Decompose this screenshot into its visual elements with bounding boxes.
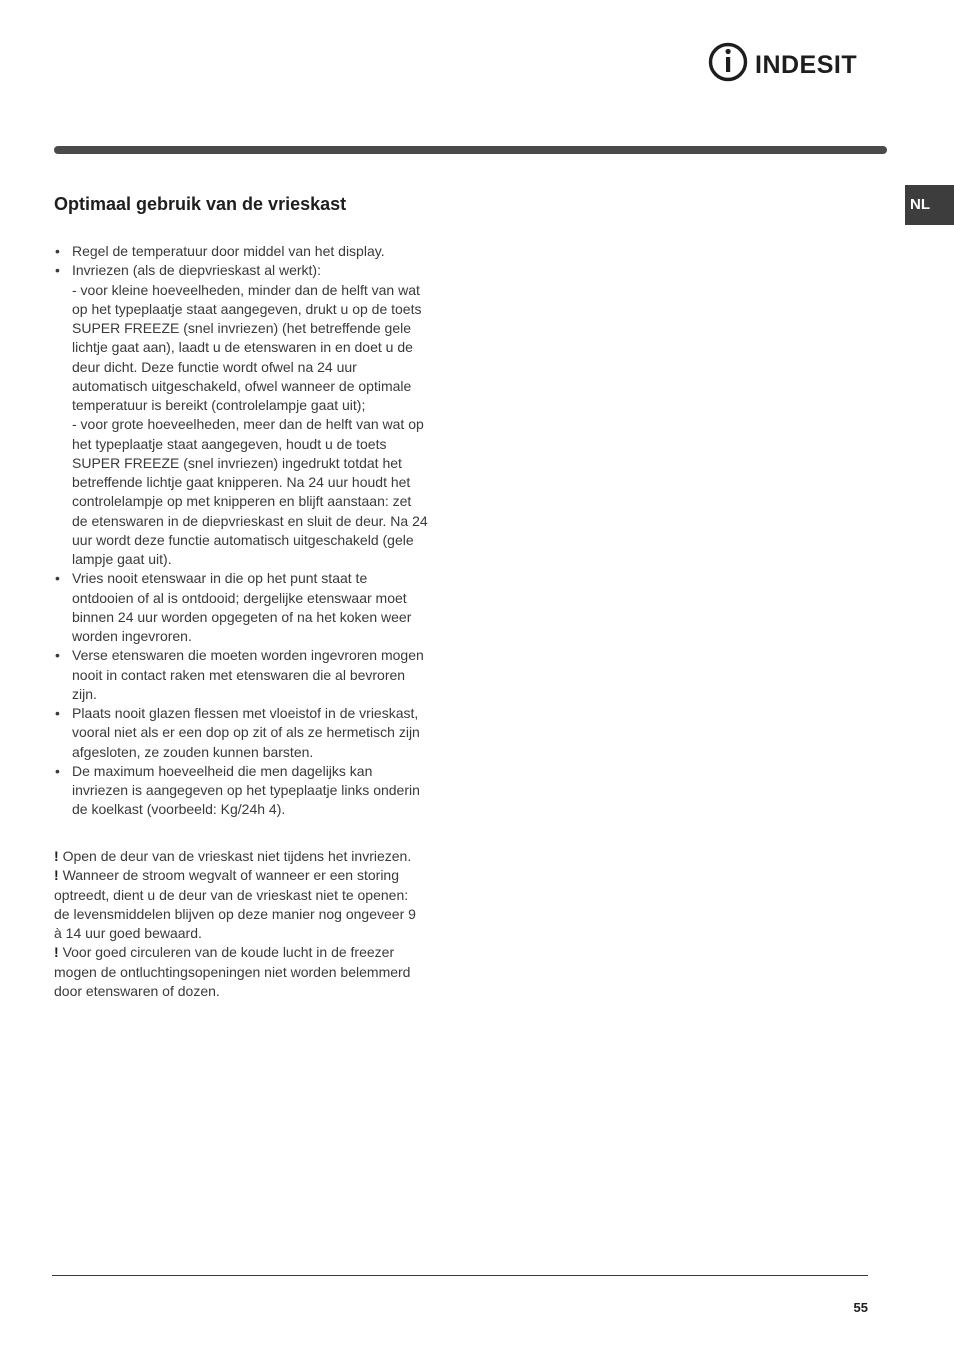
list-item-text-line: de koelkast (voorbeeld: Kg/24h 4). <box>72 801 286 818</box>
list-item-text-line: binnen 24 uur worden opgegeten of na het koken weer <box>72 608 412 625</box>
warning-note-line <box>54 963 454 982</box>
warning-note-text: de levensmiddelen blijven op deze manier nog ongeveer 9 <box>54 905 416 922</box>
logo-i-dot <box>726 49 731 54</box>
warning-note <box>54 866 454 943</box>
list-item <box>54 704 454 762</box>
bullet-marker: • <box>55 762 60 779</box>
list-item-text-line: - voor grote hoeveelheden, meer dan de helft van wat op <box>72 416 424 433</box>
list-item-text-line: De maximum hoeveelheid die men dagelijks kan <box>72 762 373 779</box>
list-item-text-line: - voor kleine hoeveelheden, minder dan de helft van wat <box>72 281 420 298</box>
list-item-text-line: nooit in contact raken met etenswaren die al bevroren <box>72 666 406 683</box>
warning-note-text: Wanneer de stroom wegvalt of wanneer er een storing <box>62 867 399 884</box>
warning-notes <box>54 847 454 1001</box>
instruction-list <box>54 242 454 820</box>
warning-note-line <box>54 847 454 866</box>
exclamation-icon: ! <box>54 867 59 884</box>
header-divider-bar <box>54 146 887 154</box>
bullet-marker: • <box>55 243 60 259</box>
list-item-text-line: invriezen is aangegeven op het typeplaatje links onderin <box>72 782 420 798</box>
list-item-text-line: uur wordt deze functie automatisch uitgeschakeld (gele <box>72 531 414 548</box>
warning-note-line <box>54 982 454 1001</box>
warning-note <box>54 943 454 1001</box>
bullet-marker: • <box>55 647 60 664</box>
section-title: Optimaal gebruik van de vrieskast <box>54 194 347 214</box>
warning-note-text: Voor goed circuleren van de koude lucht in de freezer <box>62 944 395 961</box>
list-item-text-line: de etenswaren in de diepvrieskast en sluit de deur. Na 24 <box>72 512 428 529</box>
list-item-text-line: ontdooien of al is ontdooid; dergelijke etenswaar moet <box>72 589 407 606</box>
list-item <box>54 762 454 820</box>
list-item-text-line: SUPER FREEZE (snel invriezen) ingedrukt totdat het <box>72 454 402 471</box>
warning-note-line <box>54 905 454 924</box>
warning-note-text: mogen de ontluchtingsopeningen niet worden belemmerd <box>54 963 411 980</box>
page-number: 55 <box>853 1300 868 1315</box>
list-item-text-line: SUPER FREEZE (snel invriezen) (het betreffende gele <box>72 320 412 336</box>
warning-note-line <box>54 886 454 905</box>
list-item-text-line: betreffende lichtje gaat knipperen. Na 24 uur houdt het <box>72 474 411 490</box>
list-item <box>54 242 454 261</box>
list-item-text-line: Regel de temperatuur door middel van het display. <box>72 243 385 259</box>
warning-note-line <box>54 943 454 962</box>
warning-note-text: Open de deur van de vrieskast niet tijdens het invriezen. <box>62 848 412 864</box>
bullet-marker: • <box>55 705 60 721</box>
warning-note-text: à 14 uur goed bewaard. <box>54 925 202 941</box>
list-item-text-line: Verse etenswaren die moeten worden ingevroren mogen <box>72 647 424 664</box>
list-item-text-line: lampje gaat uit). <box>72 551 172 567</box>
warning-note-text: door etenswaren of dozen. <box>54 982 220 999</box>
list-item-text-line: temperatuur is bereikt (controlelampje gaat uit); <box>72 397 366 413</box>
warning-note-text: optreedt, dient u de deur van de vrieskast niet te openen: <box>54 886 409 903</box>
list-item-text-line: controlelampje op met knipperen en blijft aanstaan: zet <box>72 493 412 510</box>
footer-rule <box>52 1275 868 1276</box>
warning-note <box>54 847 454 866</box>
exclamation-icon: ! <box>54 848 59 864</box>
language-tab: NL <box>905 185 954 225</box>
list-item-text-line: lichtje gaat aan), laadt u de etenswaren in en doet u de <box>72 339 413 356</box>
list-item-text-line: zijn. <box>72 685 97 702</box>
list-item-text-line: Plaats nooit glazen flessen met vloeistof in de vrieskast, <box>72 705 419 721</box>
indesit-logo <box>708 42 870 84</box>
list-item-text-line: deur dicht. Deze functie wordt ofwel na 24 uur <box>72 358 357 375</box>
bullet-marker: • <box>55 570 60 587</box>
list-item-text-line: Invriezen (als de diepvrieskast al werkt): <box>72 262 321 279</box>
indesit-logo-mark <box>708 42 870 84</box>
list-item-text-line: afgesloten, ze zouden kunnen barsten. <box>72 743 314 760</box>
logo-wordmark: INDESIT <box>755 51 858 79</box>
list-item-text-line: het typeplaatje staat aangegeven, houdt u de toets <box>72 435 387 452</box>
list-item-text-line: Vries nooit etenswaar in die op het punt staat te <box>72 570 368 587</box>
warning-note-line <box>54 866 454 885</box>
list-item <box>54 646 454 704</box>
list-item <box>54 261 454 569</box>
warning-note-line <box>54 924 454 943</box>
list-item-text-line: op het typeplaatje staat aangegeven, drukt u op de toets <box>72 300 422 317</box>
bullet-marker: • <box>55 262 60 279</box>
list-item-text-line: vooral niet als er een dop op zit of als ze hermetisch zijn <box>72 724 420 741</box>
logo-i-stem <box>726 57 730 72</box>
exclamation-icon: ! <box>54 944 59 961</box>
list-item <box>54 569 454 646</box>
list-item-text-line: worden ingevroren. <box>72 628 192 644</box>
list-item-text-line: automatisch uitgeschakeld, ofwel wanneer de optimale <box>72 377 412 394</box>
